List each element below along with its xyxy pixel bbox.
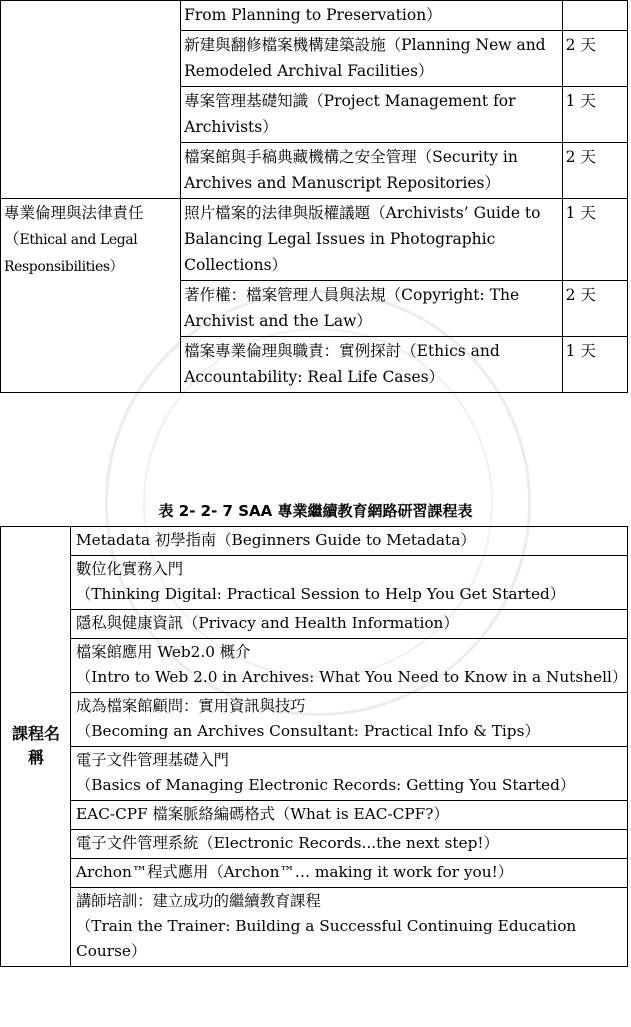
category-label-en: Ethical and Legal Responsibilities） (4, 232, 138, 275)
course-title-zh: 電子文件管理基礎入門 (76, 751, 229, 769)
course-table-2 (0, 526, 628, 967)
course-title-zh: Metadata 初學指南（Beginners Guide to Metadata） (76, 531, 476, 549)
course-cell (71, 747, 628, 801)
table-row (1, 639, 628, 693)
course-cell (71, 693, 628, 747)
table-row (1, 747, 628, 801)
course-cell: 檔案專業倫理與職責：實例探討（Ethics and Accountability: Real Life Cases） (181, 337, 562, 393)
course-cell: 檔案館與手稿典藏機構之安全管理（Security in Archives and Manuscript Repositories） (181, 143, 562, 199)
days-cell: 2 天 (562, 31, 627, 87)
course-title-zh: 數位化實務入門 (76, 560, 184, 578)
course-title-zh: 成為檔案館顧問：實用資訊與技巧 (76, 697, 306, 715)
course-cell (71, 639, 628, 693)
course-title-en: （Basics of Managing Electronic Records: Getting You Started） (76, 776, 576, 794)
table-row (1, 556, 628, 610)
days-cell: 2 天 (562, 281, 627, 337)
course-cell (71, 527, 628, 556)
table-caption: 表 2- 2- 7 SAA 專業繼續教育網路研習課程表 (158, 502, 473, 520)
course-title-en: （Intro to Web 2.0 in Archives: What You Need to Know in a Nutshell） (76, 668, 628, 686)
course-title-zh: 講師培訓：建立成功的繼續教育課程 (76, 892, 321, 910)
course-title-en: （Thinking Digital: Practical Session to Help You Get Started） (76, 585, 566, 603)
course-name-label: 課程名稱 (1, 527, 71, 967)
course-cell: 新建與翻修檔案機構建築設施（Planning New and Remodeled Archival Facilities） (181, 31, 562, 87)
table-row (1, 693, 628, 747)
course-cell (71, 610, 628, 639)
course-title-zh: EAC-CPF 檔案脈絡編碼格式（What is EAC-CPF?） (76, 805, 449, 823)
table-row (1, 199, 628, 281)
course-cell: 照片檔案的法律與版權議題（Archivists’ Guide to Balancing Legal Issues in Photographic Collections） (181, 199, 562, 281)
category-cell-empty (1, 1, 181, 199)
course-cell (71, 830, 628, 859)
course-title-zh: Archon™程式應用（Archon™… making it work for you!） (76, 863, 514, 881)
course-cell: From Planning to Preservation） (181, 1, 562, 31)
days-cell: 1 天 (562, 199, 627, 281)
days-cell: 1 天 (562, 337, 627, 393)
course-cell (71, 556, 628, 610)
days-cell: 1 天 (562, 87, 627, 143)
course-title-en: （Becoming an Archives Consultant: Practical Info & Tips） (76, 722, 540, 740)
course-cell: 專案管理基礎知識（Project Management for Archivists） (181, 87, 562, 143)
course-title-zh: 檔案館應用 Web2.0 概介 (76, 643, 251, 661)
course-title-zh: 隱私與健康資訊（Privacy and Health Information） (76, 614, 459, 632)
course-table-1 (0, 0, 628, 393)
table-row (1, 610, 628, 639)
course-cell (71, 801, 628, 830)
table-row (1, 888, 628, 967)
days-cell (562, 1, 627, 31)
days-cell: 2 天 (562, 143, 627, 199)
table-row (1, 801, 628, 830)
table-row (1, 1, 628, 31)
table-row (1, 527, 628, 556)
course-title-zh: 電子文件管理系統（Electronic Records...the next step!） (76, 834, 499, 852)
course-cell (71, 859, 628, 888)
course-title-en: （Train the Trainer: Building a Successful Continuing Education Course） (76, 917, 577, 960)
course-cell: 著作權：檔案管理人員與法規（Copyright: The Archivist and the Law） (181, 281, 562, 337)
category-label-zh: 專業倫理與法律責任（ (4, 204, 144, 248)
table-row (1, 830, 628, 859)
course-cell (71, 888, 628, 967)
table-row (1, 859, 628, 888)
category-cell-ethics (1, 199, 181, 393)
